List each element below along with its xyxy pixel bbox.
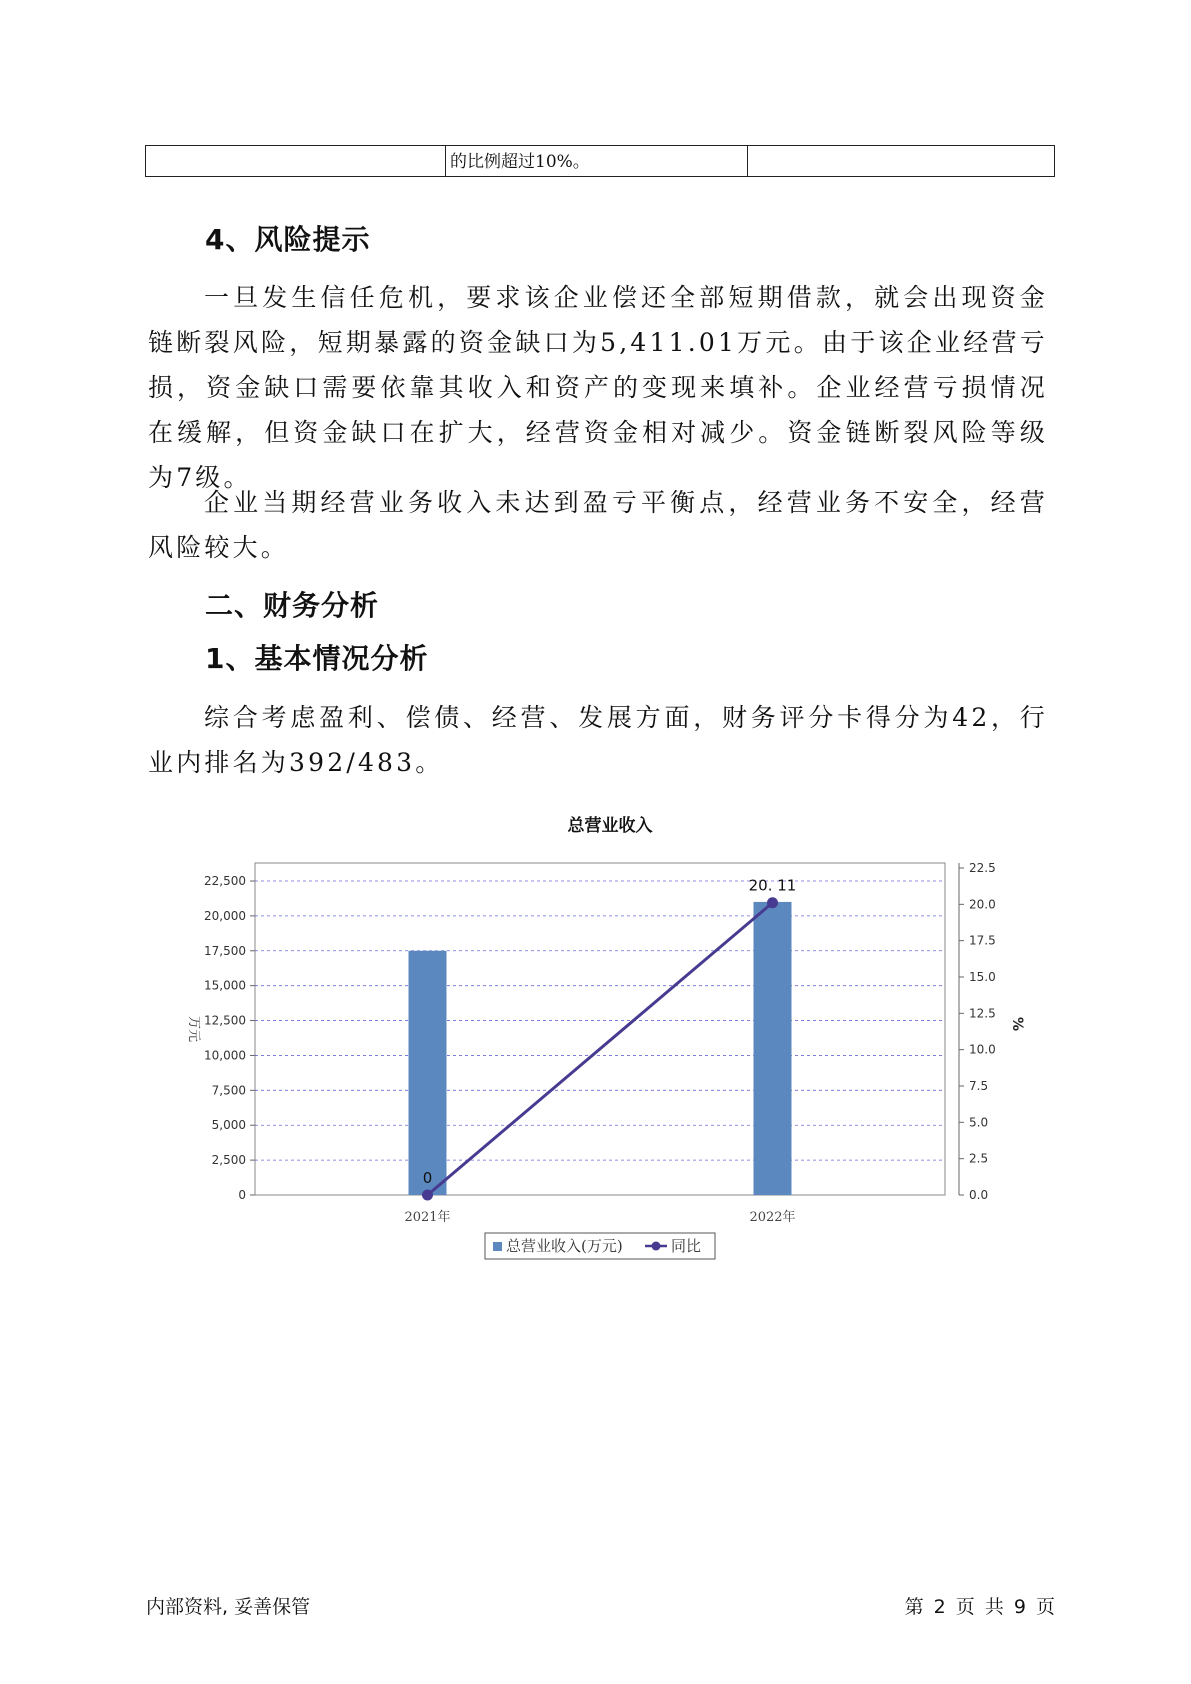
y2-tick-label: 2.5 [969,1151,989,1166]
y-tick-label: 0 [238,1188,246,1202]
yoy-data-label: 20. 11 [748,876,797,895]
y-tick-label: 15,000 [204,978,246,993]
legend-line-marker [652,1242,661,1251]
y2-tick-label: 22.5 [969,861,996,875]
y2-tick-label: 15.0 [969,970,996,984]
y-tick-label: 12,500 [204,1013,246,1028]
footer-confidential: 内部资料, 妥善保管 [146,1596,311,1618]
basic-analysis-heading: 1、基本情况分析 [205,642,429,675]
risk-paragraph-1: 一旦发生信任危机，要求该企业偿还全部短期借款，就会出现资金链断裂风险，短期暴露的资金缺口为5,411.01万元。由于该企业经营亏损，资金缺口需要依靠其收入和资产的变现来填补。企业经营亏损情况在缓解，但资金缺口在扩大，经营资金相对减少。资金链断裂风险等级为7级。 [148,283,1048,492]
footer-page-number: 第 2 页 共 9 页 [904,1596,1055,1618]
chart-title: 总营业收入 [567,816,653,836]
y2-tick-label: 0.0 [969,1188,989,1202]
table-cell [748,146,1054,176]
yoy-line [428,903,773,1195]
y2-axis-label: % [1009,1016,1025,1032]
basic-analysis-paragraph: 综合考虑盈利、偿债、经营、发展方面，财务评分卡得分为42，行业内排名为392/483。 [148,703,1048,777]
y-tick-label: 7,500 [211,1083,246,1098]
yoy-data-label: 0 [422,1169,433,1187]
y-tick-label: 17,500 [204,943,246,958]
y-axis-label: 万元 [186,1015,201,1043]
x-tick-label: 2021年 [404,1210,451,1225]
legend-bar-label: 总营业收入(万元) [506,1237,623,1255]
finance-heading: 二、财务分析 [205,589,380,622]
y-tick-label: 20,000 [204,908,246,923]
y2-tick-label: 7.5 [969,1079,989,1093]
y-tick-label: 22,500 [204,874,246,888]
yoy-point [767,897,778,908]
y2-tick-label: 20.0 [969,897,996,912]
revenue-chart-svg [170,805,1040,1265]
y2-tick-label: 17.5 [969,933,996,948]
table-cell: 的比例超过10%。 [446,146,748,176]
legend-line-label: 同比 [671,1237,702,1255]
y2-tick-label: 10.0 [969,1042,996,1057]
plot-frame [255,863,945,1195]
y-tick-label: 10,000 [204,1048,246,1063]
bar [409,951,447,1195]
risk-heading: 4、风险提示 [205,223,371,256]
legend-bar-swatch [493,1242,502,1251]
table-cell [146,146,446,176]
y-tick-label: 5,000 [211,1118,246,1133]
y-tick-label: 2,500 [211,1153,246,1168]
yoy-point [422,1190,433,1201]
risk-paragraph-2: 企业当期经营业务收入未达到盈亏平衡点，经营业务不安全，经营风险较大。 [148,488,1048,562]
y2-tick-label: 12.5 [969,1006,996,1021]
y2-tick-label: 5.0 [969,1115,989,1130]
revenue-chart [170,805,1040,1265]
x-tick-label: 2022年 [749,1210,796,1225]
table-fragment [145,145,1055,177]
bar [754,902,792,1195]
